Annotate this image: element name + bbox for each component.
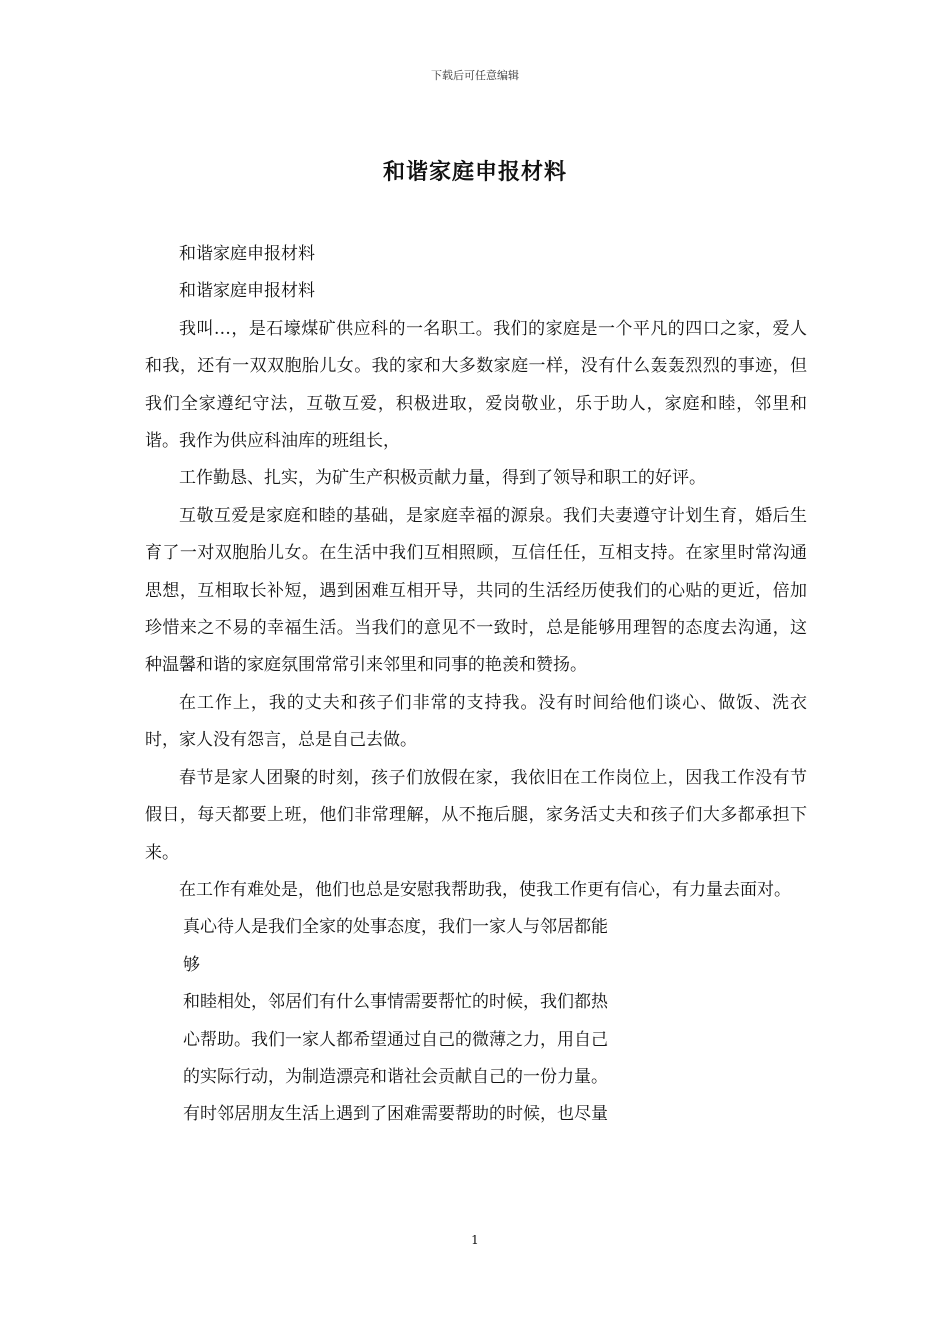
body-paragraph: 和谐家庭申报材料 (179, 281, 315, 302)
body-line: 有时邻居朋友生活上遇到了困难需要帮助的时候，也尽量 (183, 1104, 608, 1125)
body-paragraph: 和谐家庭申报材料 (179, 244, 315, 264)
body-line: 的实际行动，为制造漂亮和谐社会贡献自己的一份力量。 (183, 1066, 608, 1087)
page-number: 1 (471, 1233, 479, 1247)
document-title: 和谐家庭申报材料 (382, 160, 567, 185)
body-paragraph: 在工作上，我的丈夫和孩子们非常的支持我。没有时间给他们谈心、做饭、洗衣时，家人没有怨言，总是自己去做。 (145, 692, 807, 751)
body-line: 心帮助。我们一家人都希望通过自己的微薄之力，用自己 (183, 1029, 608, 1050)
header-note: 下载后可任意编辑 (431, 69, 519, 82)
body-paragraph: 我叫…，是石壕煤矿供应科的一名职工。我们的家庭是一个平凡的四口之家，爱人和我，还有一双双胞胎儿女。我的家和大多数家庭一样，没有什么轰轰烈烈的事迹，但我们全家遵纪守法，互敬互爱，积极进取，爱岗敬业，乐于助人，家庭和睦，邻里和谐。我作为供应科油库的班组长， (145, 318, 807, 452)
body-line: 真心待人是我们全家的处事态度，我们一家人与邻居都能 (183, 917, 608, 938)
body-paragraph: 工作勤恳、扎实，为矿生产积极贡献力量，得到了领导和职工的好评。 (179, 468, 706, 489)
body-paragraph: 互敬互爱是家庭和睦的基础，是家庭幸福的源泉。我们夫妻遵守计划生育，婚后生育了一对双胞胎儿女。在生活中我们互相照顾，互信任任，互相支持。在家里时常沟通思想，互相取长补短，遇到困难互相开导，共同的生活经历使我们的心贴的更近，倍加珍惜来之不易的幸福生活。当我们的意见不一致时，总是能够用理智的态度去沟通，这种温馨和谐的家庭氛围常常引来邻里和同事的艳羡和赞扬。 (145, 505, 807, 676)
body-paragraph: 在工作有难处是，他们也总是安慰我帮助我，使我工作更有信心，有力量去面对。 (179, 879, 791, 900)
body-line: 够 (183, 954, 200, 975)
body-line: 和睦相处，邻居们有什么事情需要帮忙的时候，我们都热 (183, 992, 608, 1013)
document-body (145, 236, 807, 1134)
body-paragraph: 春节是家人团聚的时刻，孩子们放假在家，我依旧在工作岗位上，因我工作没有节假日，每天都要上班，他们非常理解，从不拖后腿，家务活丈夫和孩子们大多都承担下来。 (145, 767, 807, 863)
